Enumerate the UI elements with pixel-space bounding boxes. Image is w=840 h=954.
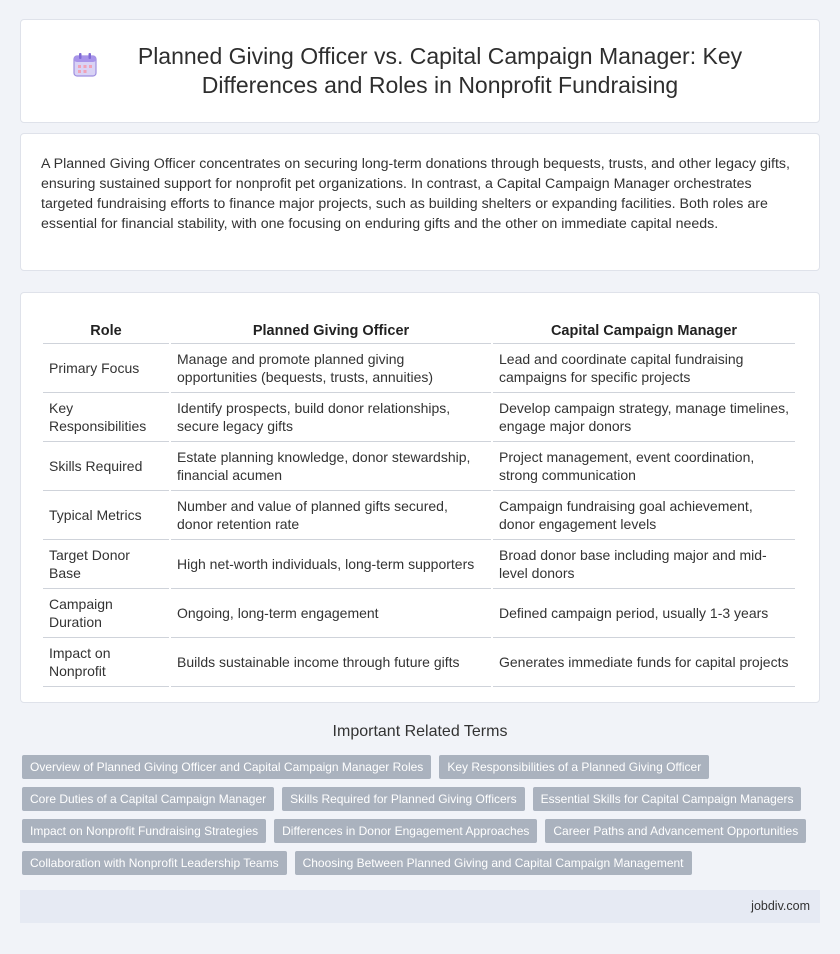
tag-row — [22, 819, 822, 843]
comparison-table — [41, 312, 797, 687]
footer-site-link[interactable]: jobdiv.com — [751, 899, 810, 913]
table-cell-capital-campaign: Project management, event coordination, strong communication — [493, 442, 795, 491]
column-header-planned-giving-officer: Planned Giving Officer — [171, 312, 491, 344]
column-header-capital-campaign-manager: Capital Campaign Manager — [493, 312, 795, 344]
related-term-tag[interactable]: Differences in Donor Engagement Approaches — [274, 819, 537, 843]
table-cell-role: Target Donor Base — [43, 540, 169, 589]
related-term-tag[interactable]: Essential Skills for Capital Campaign Managers — [533, 787, 802, 811]
table-header-row — [43, 312, 795, 344]
related-term-tag[interactable]: Core Duties of a Capital Campaign Manager — [22, 787, 274, 811]
header-card — [20, 19, 820, 123]
tag-row — [22, 851, 822, 875]
table-row — [43, 540, 795, 589]
tag-row — [22, 755, 822, 779]
title-wrap — [70, 42, 770, 100]
related-term-tag[interactable]: Overview of Planned Giving Officer and Capital Campaign Manager Roles — [22, 755, 431, 779]
table-row — [43, 442, 795, 491]
table-cell-capital-campaign: Defined campaign period, usually 1-3 years — [493, 589, 795, 638]
table-cell-planned-giving: Builds sustainable income through future gifts — [171, 638, 491, 687]
table-row — [43, 638, 795, 687]
comparison-table-card — [20, 292, 820, 703]
related-terms-list — [22, 755, 822, 883]
table-cell-planned-giving: Estate planning knowledge, donor stewardship, financial acumen — [171, 442, 491, 491]
table-cell-planned-giving: Identify prospects, build donor relationships, secure legacy gifts — [171, 393, 491, 442]
related-term-tag[interactable]: Collaboration with Nonprofit Leadership Teams — [22, 851, 287, 875]
table-cell-role: Key Responsibilities — [43, 393, 169, 442]
related-term-tag[interactable]: Choosing Between Planned Giving and Capital Campaign Management — [295, 851, 692, 875]
related-terms-heading: Important Related Terms — [332, 723, 508, 740]
related-term-tag[interactable]: Skills Required for Planned Giving Officers — [282, 787, 525, 811]
table-cell-capital-campaign: Broad donor base including major and mid-level donors — [493, 540, 795, 589]
column-header-role: Role — [43, 312, 169, 344]
related-term-tag[interactable]: Impact on Nonprofit Fundraising Strategies — [22, 819, 266, 843]
table-cell-planned-giving: High net-worth individuals, long-term supporters — [171, 540, 491, 589]
table-cell-planned-giving: Number and value of planned gifts secured, donor retention rate — [171, 491, 491, 540]
table-row — [43, 344, 795, 393]
table-cell-capital-campaign: Develop campaign strategy, manage timelines, engage major donors — [493, 393, 795, 442]
related-term-tag[interactable]: Key Responsibilities of a Planned Giving Officer — [439, 755, 709, 779]
intro-paragraph: A Planned Giving Officer concentrates on securing long-term donations through bequests, trusts, and other legacy gifts, ensuring sustained support for nonprofit pet organizations. In contrast, a Capital Campaign Manager orchestrates targeted fundraising efforts to finance major projects, such as building shelters or expanding facilities. Both roles are essential for financial stability, with one focusing on enduring gifts and the other on immediate capital needs. — [41, 156, 790, 232]
table-cell-capital-campaign: Generates immediate funds for capital projects — [493, 638, 795, 687]
page-title: Planned Giving Officer vs. Capital Campaign Manager: Key Differences and Roles in Nonprofit Fundraising — [137, 43, 743, 98]
calendar-icon — [70, 50, 100, 80]
related-term-tag[interactable]: Career Paths and Advancement Opportunities — [545, 819, 806, 843]
table-cell-role: Primary Focus — [43, 344, 169, 393]
table-cell-planned-giving: Ongoing, long-term engagement — [171, 589, 491, 638]
table-cell-capital-campaign: Lead and coordinate capital fundraising campaigns for specific projects — [493, 344, 795, 393]
footer — [20, 890, 820, 923]
table-cell-role: Campaign Duration — [43, 589, 169, 638]
table-cell-role: Skills Required — [43, 442, 169, 491]
table-cell-planned-giving: Manage and promote planned giving opportunities (bequests, trusts, annuities) — [171, 344, 491, 393]
table-cell-capital-campaign: Campaign fundraising goal achievement, donor engagement levels — [493, 491, 795, 540]
table-cell-role: Impact on Nonprofit — [43, 638, 169, 687]
table-row — [43, 589, 795, 638]
table-row — [43, 393, 795, 442]
intro-card — [20, 133, 820, 271]
table-row — [43, 491, 795, 540]
tag-row — [22, 787, 822, 811]
table-cell-role: Typical Metrics — [43, 491, 169, 540]
